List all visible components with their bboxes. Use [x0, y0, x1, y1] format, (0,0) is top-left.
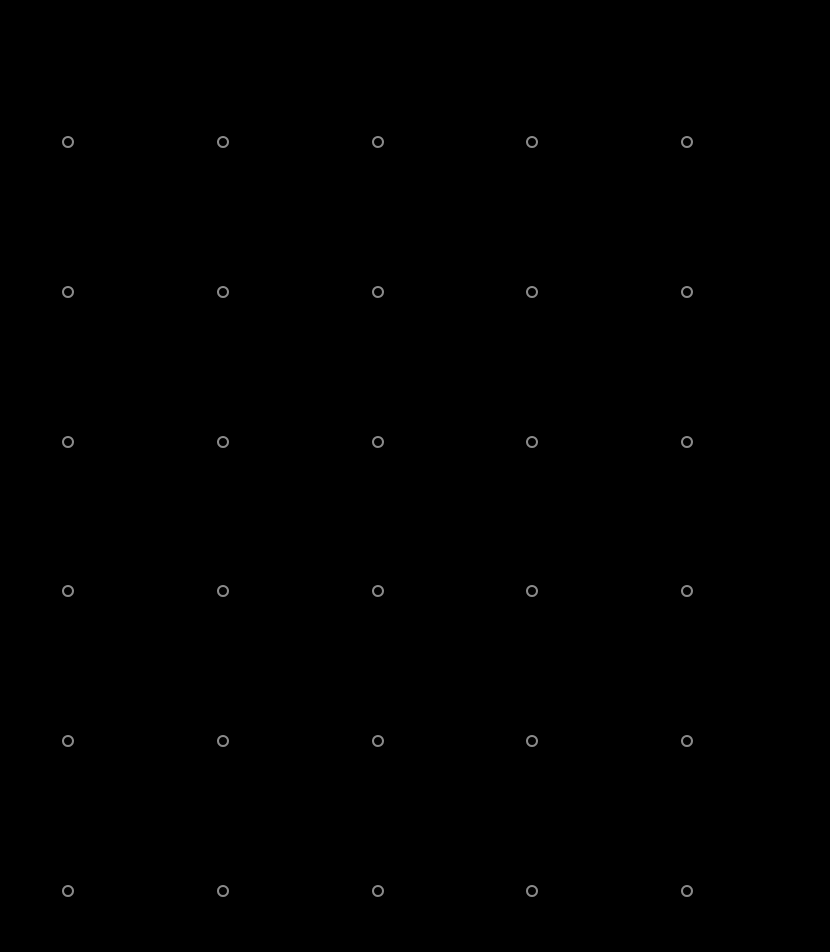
- grid-marker-r2c1: [62, 286, 74, 298]
- grid-marker-r1c2: [217, 136, 229, 148]
- grid-marker-r2c4: [526, 286, 538, 298]
- grid-marker-r2c2: [217, 286, 229, 298]
- grid-marker-r2c3: [372, 286, 384, 298]
- grid-marker-r3c1: [62, 436, 74, 448]
- grid-marker-r1c4: [526, 136, 538, 148]
- grid-marker-r1c1: [62, 136, 74, 148]
- grid-marker-r5c1: [62, 735, 74, 747]
- grid-marker-r6c2: [217, 885, 229, 897]
- grid-marker-r4c2: [217, 585, 229, 597]
- grid-marker-r4c1: [62, 585, 74, 597]
- grid-marker-r6c1: [62, 885, 74, 897]
- grid-marker-r5c2: [217, 735, 229, 747]
- grid-marker-r5c4: [526, 735, 538, 747]
- grid-marker-r4c3: [372, 585, 384, 597]
- grid-marker-r6c5: [681, 885, 693, 897]
- grid-marker-r5c5: [681, 735, 693, 747]
- grid-marker-r2c5: [681, 286, 693, 298]
- grid-marker-r4c4: [526, 585, 538, 597]
- grid-marker-r1c5: [681, 136, 693, 148]
- grid-marker-r3c2: [217, 436, 229, 448]
- grid-marker-r3c5: [681, 436, 693, 448]
- grid-marker-r1c3: [372, 136, 384, 148]
- grid-marker-r3c3: [372, 436, 384, 448]
- grid-marker-r6c3: [372, 885, 384, 897]
- grid-marker-r5c3: [372, 735, 384, 747]
- grid-marker-r3c4: [526, 436, 538, 448]
- grid-marker-r6c4: [526, 885, 538, 897]
- grid-marker-r4c5: [681, 585, 693, 597]
